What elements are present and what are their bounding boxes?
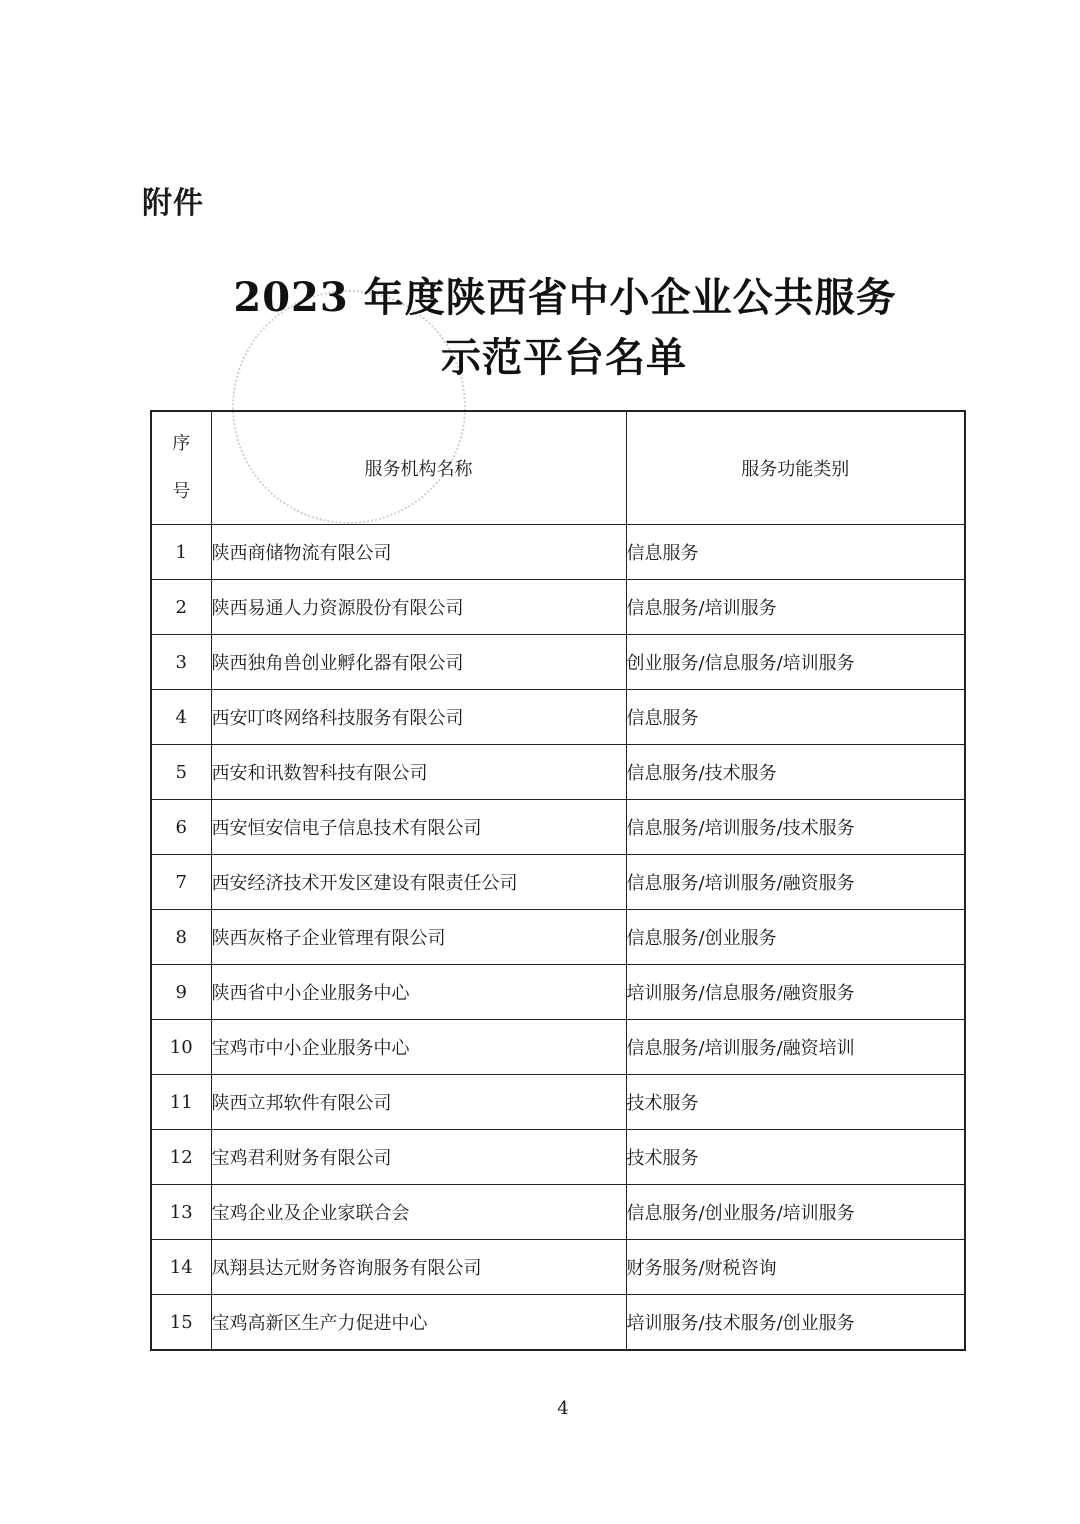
- table-row: [151, 635, 965, 690]
- row-serial-number: 7: [151, 855, 211, 910]
- row-service-type: 信息服务/技术服务: [626, 745, 965, 800]
- table-row: [151, 965, 965, 1020]
- row-service-type: 技术服务: [626, 1130, 965, 1185]
- row-serial-number: 9: [151, 965, 211, 1020]
- row-service-type: 信息服务: [626, 690, 965, 745]
- row-service-type: 培训服务/技术服务/创业服务: [626, 1295, 965, 1351]
- table-row: [151, 800, 965, 855]
- header-serial-char2: 号: [172, 481, 191, 502]
- row-serial-number: 4: [151, 690, 211, 745]
- table-row: [151, 690, 965, 745]
- table-row: [151, 1240, 965, 1295]
- attachment-label: 附件: [142, 186, 204, 221]
- row-service-type: 信息服务/培训服务/技术服务: [626, 800, 965, 855]
- table-row: [151, 1075, 965, 1130]
- row-serial-number: 5: [151, 745, 211, 800]
- row-org-name: 陕西易通人力资源股份有限公司: [211, 580, 626, 635]
- header-serial-char1: 序: [172, 433, 191, 454]
- row-service-type: 技术服务: [626, 1075, 965, 1130]
- row-serial-number: 15: [151, 1295, 211, 1351]
- table-row: [151, 1130, 965, 1185]
- table-row: [151, 910, 965, 965]
- row-service-type: 信息服务/培训服务: [626, 580, 965, 635]
- row-service-type: 信息服务/培训服务/融资培训: [626, 1020, 965, 1075]
- row-serial-number: 12: [151, 1130, 211, 1185]
- table-row: [151, 580, 965, 635]
- row-org-name: 西安经济技术开发区建设有限责任公司: [211, 855, 626, 910]
- row-serial-number: 1: [151, 525, 211, 580]
- table-row: [151, 525, 965, 580]
- row-org-name: 宝鸡君利财务有限公司: [211, 1130, 626, 1185]
- row-org-name: 宝鸡高新区生产力促进中心: [211, 1295, 626, 1351]
- table-row: [151, 745, 965, 800]
- row-org-name: 陕西商储物流有限公司: [211, 525, 626, 580]
- document-title-line1: 2023 年度陕西省中小企业公共服务: [233, 274, 897, 321]
- row-serial-number: 8: [151, 910, 211, 965]
- row-org-name: 陕西立邦软件有限公司: [211, 1075, 626, 1130]
- row-service-type: 创业服务/信息服务/培训服务: [626, 635, 965, 690]
- row-org-name: 西安和讯数智科技有限公司: [211, 745, 626, 800]
- document-title-line2: 示范平台名单: [441, 334, 687, 381]
- row-serial-number: 14: [151, 1240, 211, 1295]
- row-serial-number: 6: [151, 800, 211, 855]
- header-service-type: 服务功能类别: [626, 411, 965, 525]
- row-serial-number: 11: [151, 1075, 211, 1130]
- row-org-name: 凤翔县达元财务咨询服务有限公司: [211, 1240, 626, 1295]
- row-org-name: 西安叮咚网络科技服务有限公司: [211, 690, 626, 745]
- table-row: [151, 1020, 965, 1075]
- row-service-type: 信息服务/培训服务/融资服务: [626, 855, 965, 910]
- table-row: [151, 855, 965, 910]
- row-serial-number: 3: [151, 635, 211, 690]
- row-serial-number: 13: [151, 1185, 211, 1240]
- row-service-type: 财务服务/财税咨询: [626, 1240, 965, 1295]
- row-org-name: 陕西灰格子企业管理有限公司: [211, 910, 626, 965]
- row-service-type: 培训服务/信息服务/融资服务: [626, 965, 965, 1020]
- row-service-type: 信息服务/创业服务: [626, 910, 965, 965]
- platform-list-table: [150, 410, 966, 1351]
- table-header-row: [151, 411, 965, 525]
- header-org-name: 服务机构名称: [211, 411, 626, 525]
- row-org-name: 宝鸡市中小企业服务中心: [211, 1020, 626, 1075]
- table-row: [151, 1295, 965, 1351]
- row-service-type: 信息服务: [626, 525, 965, 580]
- row-serial-number: 10: [151, 1020, 211, 1075]
- row-org-name: 陕西独角兽创业孵化器有限公司: [211, 635, 626, 690]
- row-service-type: 信息服务/创业服务/培训服务: [626, 1185, 965, 1240]
- table-row: [151, 1185, 965, 1240]
- row-org-name: 陕西省中小企业服务中心: [211, 965, 626, 1020]
- page-number: 4: [557, 1398, 569, 1419]
- row-org-name: 宝鸡企业及企业家联合会: [211, 1185, 626, 1240]
- row-org-name: 西安恒安信电子信息技术有限公司: [211, 800, 626, 855]
- header-serial-number: [151, 411, 211, 525]
- row-serial-number: 2: [151, 580, 211, 635]
